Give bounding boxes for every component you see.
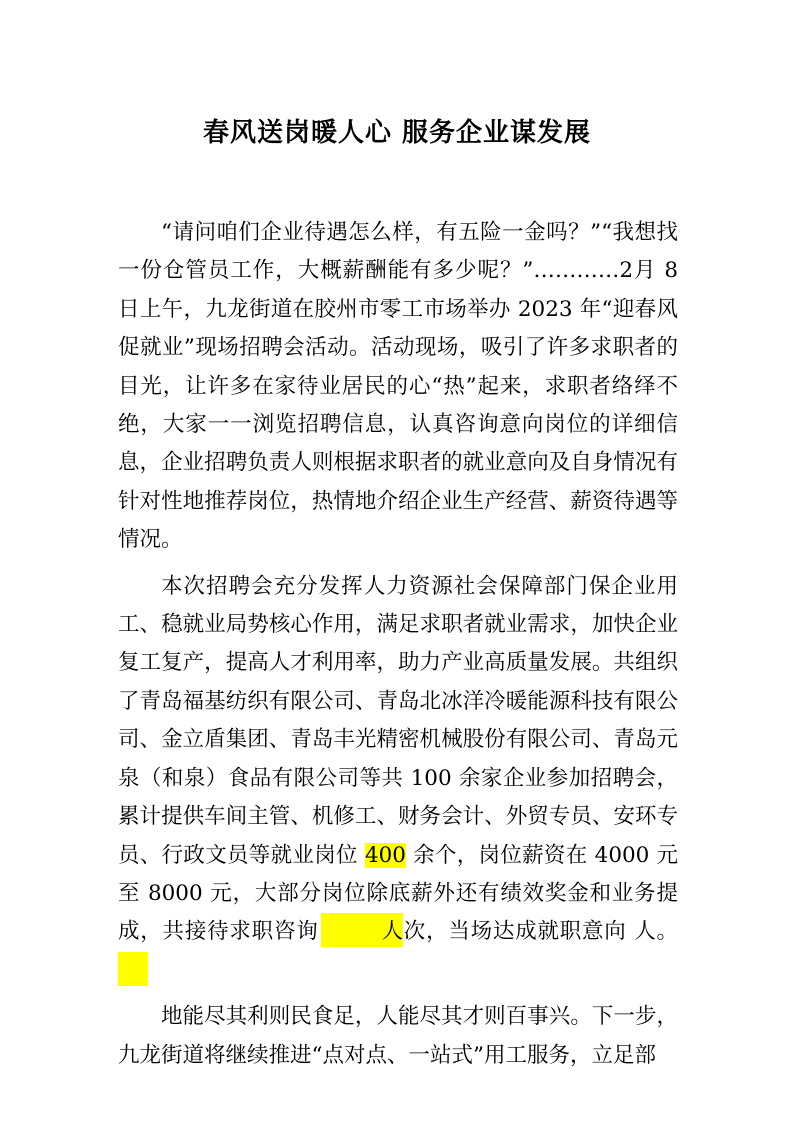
paragraph-2-text-a: 本次招聘会充分发挥人力资源社会保障部门保企业用工、稳就业局势核心作用，满足求职者就业需求，加快企业复工复产，提高人才利用率，助力产业高质量发展。共组织了青岛福基纺织有限公司、青岛北冰洋冷暖能源科技有限公司、金立盾集团、青岛丰光精密机械股份有限公司、青岛元泉（和泉）食品有限公司等共 100 余家企业参加招聘会，累计提供车间主管、机修工、财务会计、外贸专员、安环专员、行政文员等就业岗位 <box>118 573 678 868</box>
intent-unit-text: 人。 <box>634 919 678 945</box>
paragraph-2 <box>118 568 678 990</box>
consultation-unit-highlight: 人 <box>339 913 404 947</box>
intent-count-blank <box>118 952 148 986</box>
document-title: 春风送岗暖人心 服务企业谋发展 <box>202 118 592 148</box>
consultation-count-blank <box>321 913 339 947</box>
positions-count-highlight: 400 <box>364 842 406 868</box>
document-body <box>118 214 678 1083</box>
paragraph-2-text-c: 次，当场达成就职意向 <box>403 919 635 945</box>
paragraph-2-text-b: 余个，岗位薪资在 4000 元至 8000 元，大部分岗位除底薪外还有绩效奖金和业务提成，共接待求职咨询 <box>118 842 678 945</box>
paragraph-3: 地能尽其利则民食足，人能尽其才则百事兴。下一步， 九龙街道将继续推进“点对点、一站式”用工服务，立足部 <box>118 1004 678 1068</box>
paragraph-1: “请问咱们企业待遇怎么样，有五险一金吗？”“我想找一份仓管员工作，大概薪酬能有多少呢？”…………2月 8 日上午，九龙街道在胶州市零工市场举办 2023 年“迎春风 促就业”现场招聘会活动。活动现场，吸引了许多求职者的目光，让许多在家待业居民的心“热”起来，求职者络绎不绝，大家一一浏览招聘信息，认真咨询意向岗位的详细信息，企业招聘负责人则根据求职者的就业意向及自身情况有针对性地推荐岗位，热情地介绍企业生产经营、薪资待遇等情况。 <box>118 220 678 553</box>
